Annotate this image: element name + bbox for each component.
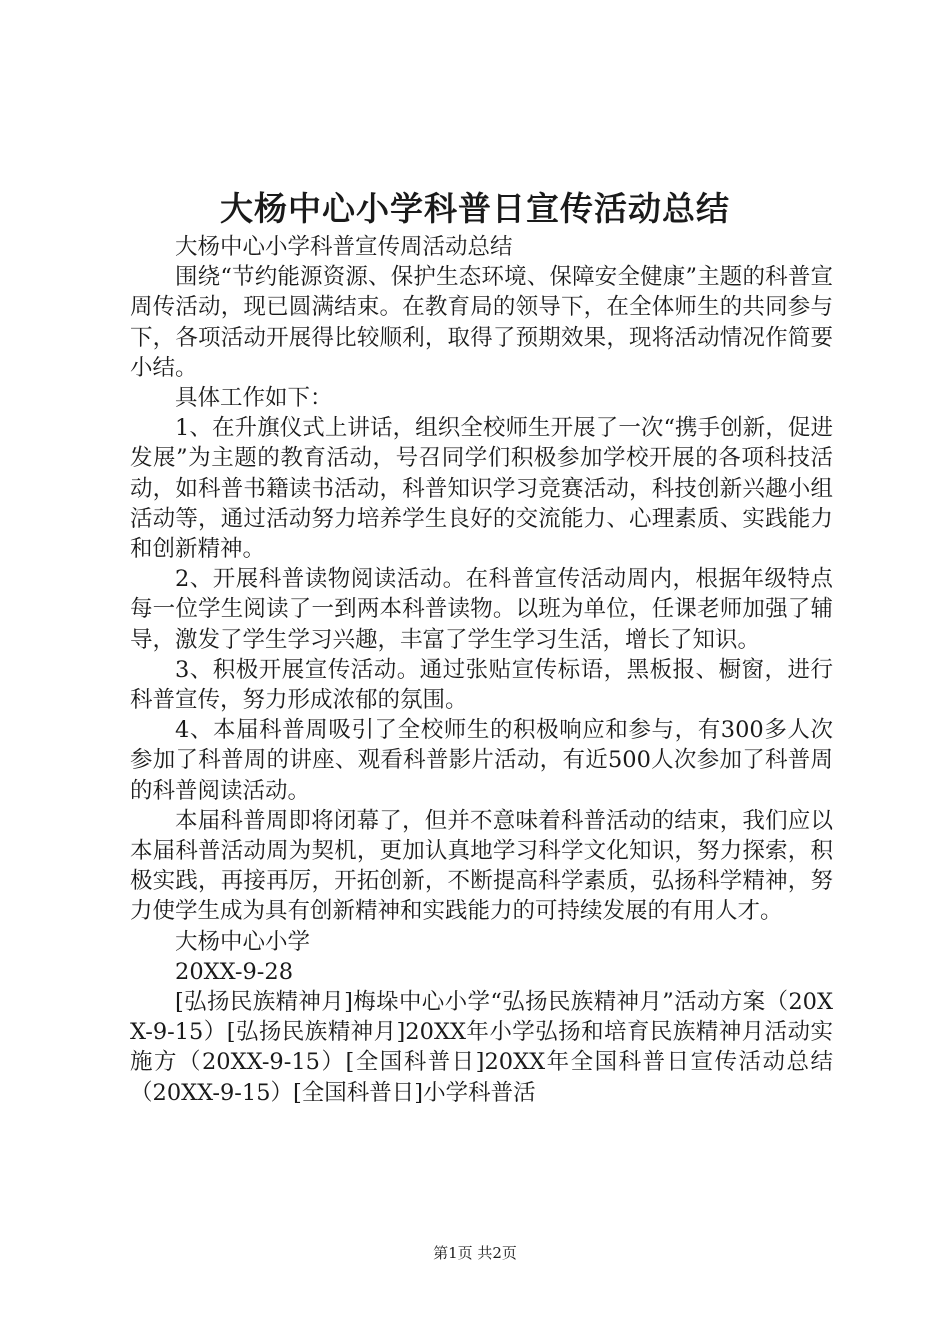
paragraph-item-3: 3、积极开展宣传活动。通过张贴宣传标语，黑板报、橱窗，进行科普宣传，努力形成浓郁的氛围。 [130, 656, 833, 714]
document-body [130, 232, 833, 1108]
paragraph-conclusion: 本届科普周即将闭幕了，但并不意味着科普活动的结束，我们应以本届科普活动周为契机，更加认真地学习科学文化知识，努力探索，积极实践，再接再厉，开拓创新，不断提高科学素质，弘扬科学精神，努力使学生成为具有创新精神和实践能力的可持续发展的有用人才。 [130, 807, 833, 925]
signature-date: 20XX-9-28 [175, 958, 294, 985]
signature-school: 大杨中心小学 [175, 928, 311, 955]
paragraph-intro: 围绕“节约能源资源、保护生态环境、保障安全健康”主题的科普宣周传活动，现已圆满结束。在教育局的领导下，在全体师生的共同参与下，各项活动开展得比较顺利，取得了预期效果，现将活动情况作简要小结。 [130, 264, 833, 381]
paragraph-item-1: 1、在升旗仪式上讲话，组织全校师生开展了一次“携手创新，促进发展”为主题的教育活动，号召同学们积极参加学校开展的各项科技活动，如科普书籍读书活动，科普知识学习竞赛活动，科技创新兴趣小组活动等，通过活动努力培养学生良好的交流能力、心理素质、实践能力和创新精神。 [130, 415, 833, 563]
paragraph-work-heading: 具体工作如下： [175, 385, 333, 412]
paragraph-item-4: 4、本届科普周吸引了全校师生的积极响应和参与，有300多人次参加了科普周的讲座、观看科普影片活动，有近500人次参加了科普周的科普阅读活动。 [130, 717, 833, 804]
paragraph-item-2: 2、开展科普读物阅读活动。在科普宣传活动周内，根据年级特点每一位学生阅读了一到两本科普读物。以班为单位，任课老师加强了辅导，激发了学生学习兴趣，丰富了学生学习生活，增长了知识。 [130, 566, 833, 653]
document-title: 大杨中心小学科普日宣传活动总结 [220, 189, 730, 228]
paragraph-subtitle: 大杨中心小学科普宣传周活动总结 [175, 234, 513, 260]
paragraph-related-links: [弘扬民族精神月]梅垛中心小学“弘扬民族精神月”活动方案（20XX-9-15）[弘扬民族精神月]20XX年小学弘扬和培育民族精神月活动实施方（20XX-9-15）[全国科普日]20XX年全国科普日宣传活动总结（20XX-9-15）[全国科普日]小学科普活 [130, 989, 833, 1106]
page-number-footer: 第1页 共2页 [433, 1244, 517, 1262]
